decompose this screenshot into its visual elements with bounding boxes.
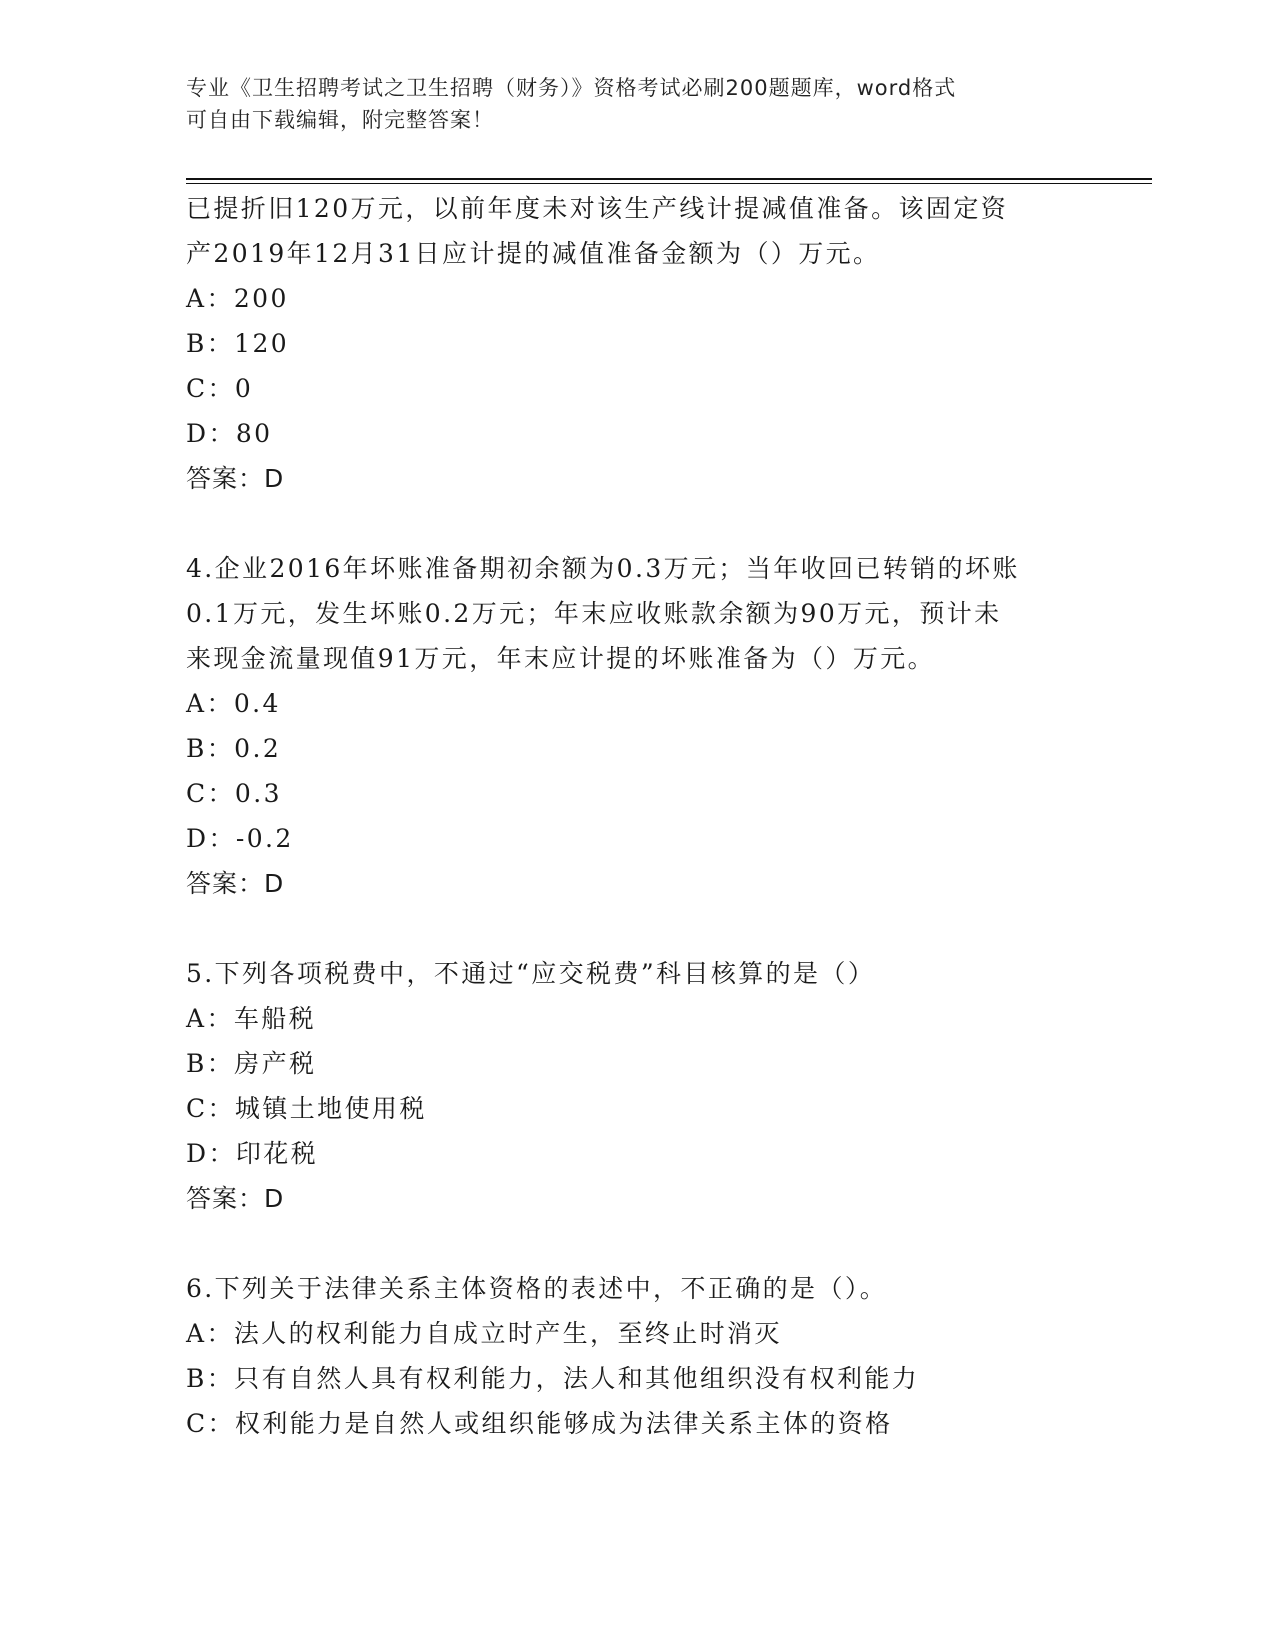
question-text-line: 5.下列各项税费中，不通过“应交税费”科目核算的是（）	[186, 959, 876, 988]
question-block	[186, 546, 1086, 906]
question-text-line: 产2019年12月31日应计提的减值准备金额为（）万元。	[186, 239, 881, 268]
answer-line: 答案：D	[186, 869, 285, 898]
question-block	[186, 951, 1086, 1221]
option-b: B：120	[186, 329, 290, 358]
document-header	[186, 72, 1086, 136]
option-c: C：0.3	[186, 779, 282, 808]
question-text-line: 来现金流量现值91万元，年末应计提的坏账准备为（）万元。	[186, 644, 936, 673]
question-text-line: 已提折旧120万元，以前年度未对该生产线计提减值准备。该固定资	[186, 194, 1009, 223]
header-divider-thin	[186, 183, 1152, 184]
header-line-2: 可自由下载编辑，附完整答案！	[186, 108, 494, 132]
option-c: C：权利能力是自然人或组织能够成为法律关系主体的资格	[186, 1409, 893, 1438]
question-block	[186, 186, 1086, 501]
option-a: A：200	[186, 284, 289, 313]
spacer	[186, 501, 1086, 546]
question-text-line: 0.1万元，发生坏账0.2万元；年末应收账款余额为90万元，预计未	[186, 599, 1002, 628]
answer-line: 答案：D	[186, 464, 285, 493]
option-a: A：车船税	[186, 1004, 317, 1033]
header-divider-thick	[186, 178, 1152, 180]
option-d: D：80	[186, 419, 273, 448]
option-a: A：0.4	[186, 689, 281, 718]
option-d: D：印花税	[186, 1139, 319, 1168]
option-c: C：城镇土地使用税	[186, 1094, 427, 1123]
option-c: C：0	[186, 374, 254, 403]
option-b: B：只有自然人具有权利能力，法人和其他组织没有权利能力	[186, 1364, 920, 1393]
option-d: D：-0.2	[186, 824, 294, 853]
option-b: B：0.2	[186, 734, 282, 763]
answer-line: 答案：D	[186, 1184, 285, 1213]
option-b: B：房产税	[186, 1049, 317, 1078]
question-text-line: 6.下列关于法律关系主体资格的表述中，不正确的是（）。	[186, 1274, 888, 1303]
question-block	[186, 1266, 1086, 1446]
document-body	[186, 186, 1086, 1446]
header-line-1: 专业《卫生招聘考试之卫生招聘（财务）》资格考试必刷200题题库，word格式	[186, 76, 957, 100]
spacer	[186, 906, 1086, 951]
spacer	[186, 1221, 1086, 1266]
option-a: A：法人的权利能力自成立时产生，至终止时消灭	[186, 1319, 782, 1348]
question-text-line: 4.企业2016年坏账准备期初余额为0.3万元；当年收回已转销的坏账	[186, 554, 1020, 583]
